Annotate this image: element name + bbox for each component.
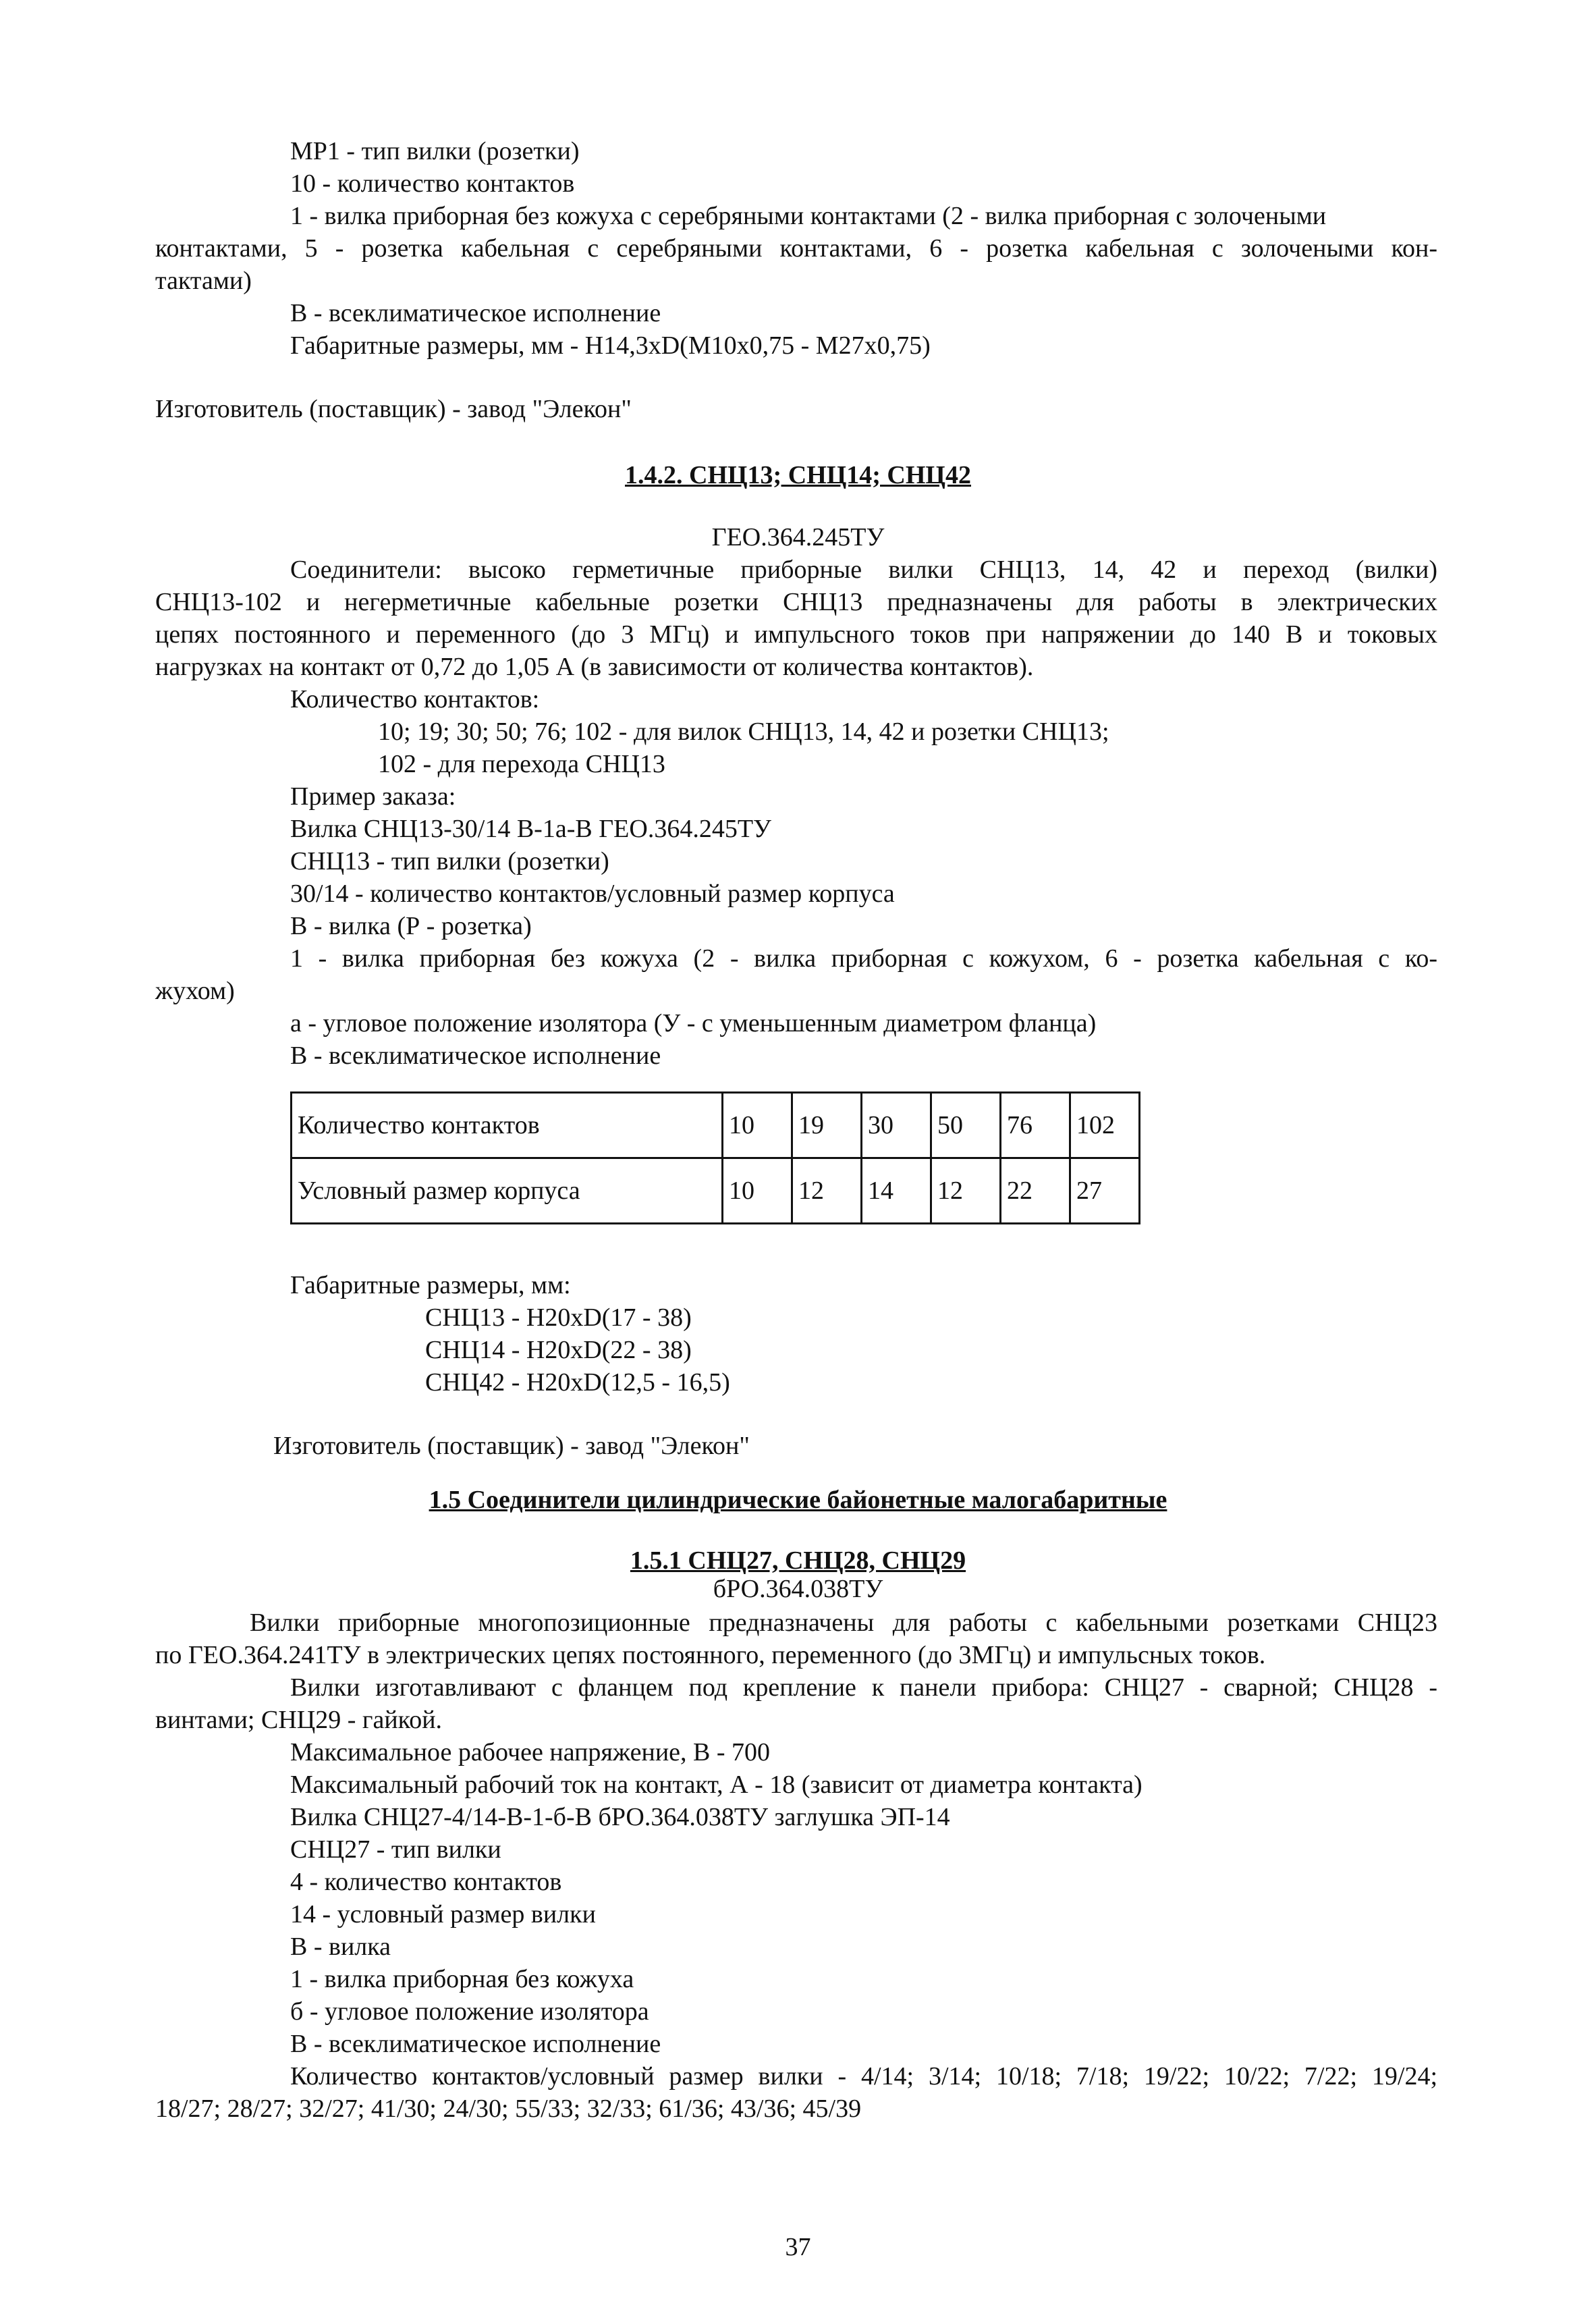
plug-kind: В - вилка	[290, 1933, 391, 1961]
table-cell: 30	[862, 1093, 931, 1158]
plug-contacts: 4 - количество контактов	[290, 1868, 562, 1896]
plug-size: 14 - условный размер вилки	[290, 1900, 596, 1928]
order-type: СНЦ13 - тип вилки (розетки)	[290, 847, 609, 875]
table-cell: 12	[792, 1158, 862, 1224]
order-example-label: Пример заказа:	[290, 782, 456, 811]
order-code: Вилка СНЦ13-30/14 В-1а-В ГЕО.364.245ТУ	[290, 815, 771, 843]
contacts-values-2: 102 - для перехода СНЦ13	[378, 750, 665, 778]
plug-type-line: МР1 - тип вилки (розетки)	[290, 137, 580, 165]
order-plug-socket: В - вилка (Р - розетка)	[290, 912, 532, 940]
dimensions-snc13: СНЦ13 - Н20хD(17 - 38)	[425, 1303, 692, 1332]
section-1-4-2-para-line-1: Соединители: высоко герметичные приборные вилки СНЦ13, 14, 42 и переход (вилки)	[290, 556, 1437, 584]
order-variant: 1 - вилка приборная без кожуха (2 - вилка приборная с кожухом, 6 - розетка кабельная с ко-	[290, 944, 1437, 973]
table-row	[292, 1158, 1140, 1224]
section-1-5-1-standard: бРО.364.038ТУ	[713, 1575, 883, 1603]
plug-contacts-sizes: Количество контактов/условный размер вилки - 4/14; 3/14; 10/18; 7/18; 19/22; 10/22; 7/22; 19/24;	[290, 2062, 1437, 2090]
manufacturer-line: Изготовитель (поставщик) - завод "Элекон"	[155, 395, 632, 423]
plug-climate: В - всеклиматическое исполнение	[290, 2030, 661, 2058]
table-row-label: Количество контактов	[292, 1093, 723, 1158]
page-number: 37	[785, 2233, 811, 2261]
table-cell: 102	[1070, 1093, 1140, 1158]
order-variant-cont: жухом)	[155, 977, 235, 1005]
contacts-size-table	[290, 1091, 1140, 1224]
section-1-4-2-para-line-4: нагрузках на контакт от 0,72 до 1,05 А (в зависимости от количества контактов).	[155, 653, 1034, 681]
table-cell: 22	[1001, 1158, 1070, 1224]
table-cell: 14	[862, 1158, 931, 1224]
plug-no-cover: 1 - вилка приборная без кожуха	[290, 1965, 634, 1993]
max-voltage: Максимальное рабочее напряжение, В - 700	[290, 1738, 771, 1766]
section-1-5-1-para-line-2: по ГЕО.364.241ТУ в электрических цепях постоянного, переменного (до 3МГц) и импульсных токов.	[155, 1641, 1266, 1669]
contacts-values-1: 10; 19; 30; 50; 76; 102 - для вилок СНЦ13, 14, 42 и розетки СНЦ13;	[378, 718, 1109, 746]
section-1-5-1-heading: 1.5.1 СНЦ27, СНЦ28, СНЦ29	[630, 1546, 966, 1575]
max-current: Максимальный рабочий ток на контакт, А - 18 (зависит от диаметра контакта)	[290, 1771, 1143, 1799]
plug-insulator: б - угловое положение изолятора	[290, 1997, 649, 2026]
manufacturer-line-2: Изготовитель (поставщик) - завод "Элекон"	[273, 1432, 750, 1460]
section-1-5-1-para-line-1: Вилки приборные многопозиционные предназначены для работы с кабельными розетками СНЦ23	[250, 1609, 1437, 1637]
table-row-label: Условный размер корпуса	[292, 1158, 723, 1224]
plug-contacts-sizes-cont: 18/27; 28/27; 32/27; 41/30; 24/30; 55/33; 32/33; 61/36; 43/36; 45/39	[155, 2095, 862, 2123]
contacts-label: Количество контактов:	[290, 685, 540, 713]
table-cell: 19	[792, 1093, 862, 1158]
plug-variant-line-end: тактами)	[155, 267, 252, 295]
section-1-5-1-para-line-3: Вилки изготавливают с фланцем под крепление к панели прибора: СНЦ27 - сварной; СНЦ28 -	[290, 1673, 1437, 1702]
contacts-count-line: 10 - количество контактов	[290, 169, 575, 198]
table-cell: 10	[723, 1158, 792, 1224]
dimensions-snc14: СНЦ14 - Н20хD(22 - 38)	[425, 1336, 692, 1364]
table-cell: 27	[1070, 1158, 1140, 1224]
section-1-4-2-heading: 1.4.2. СНЦ13; СНЦ14; СНЦ42	[625, 461, 971, 489]
plug-variant-line: 1 - вилка приборная без кожуха с серебряными контактами (2 - вилка приборная с золочеными	[290, 202, 1327, 230]
order-insulator: а - угловое положение изолятора (У - с уменьшенным диаметром фланца)	[290, 1009, 1097, 1037]
dimensions-label: Габаритные размеры, мм:	[290, 1271, 571, 1299]
table-cell: 12	[931, 1158, 1001, 1224]
section-1-4-2-para-line-3: цепях постоянного и переменного (до 3 МГц) и импульсного токов при напряжении до 140 В и токовых	[155, 620, 1437, 649]
dimensions-snc42: СНЦ42 - Н20хD(12,5 - 16,5)	[425, 1368, 730, 1397]
table-row	[292, 1093, 1140, 1158]
table-cell: 10	[723, 1093, 792, 1158]
plug-order-code: Вилка СНЦ27-4/14-В-1-б-В бРО.364.038ТУ заглушка ЭП-14	[290, 1803, 950, 1831]
plug-type: СНЦ27 - тип вилки	[290, 1835, 501, 1864]
section-1-5-heading: 1.5 Соединители цилиндрические байонетные малогабаритные	[429, 1486, 1167, 1514]
order-contacts-size: 30/14 - количество контактов/условный размер корпуса	[290, 880, 895, 908]
plug-variant-line-cont: контактами, 5 - розетка кабельная с серебряными контактами, 6 - розетка кабельная с золочеными кон-	[155, 234, 1437, 263]
section-1-5-1-para-line-4: винтами; СНЦ29 - гайкой.	[155, 1706, 443, 1734]
dimensions-line: Габаритные размеры, мм - Н14,3хD(М10х0,75 - М27х0,75)	[290, 331, 931, 360]
order-climate: В - всеклиматическое исполнение	[290, 1042, 661, 1070]
table-cell: 50	[931, 1093, 1001, 1158]
section-1-4-2-para-line-2: СНЦ13-102 и негерметичные кабельные розетки СНЦ13 предназначены для работы в электрических	[155, 588, 1437, 616]
climate-line: В - всеклиматическое исполнение	[290, 299, 661, 327]
section-1-4-2-standard: ГЕО.364.245ТУ	[711, 523, 885, 551]
table-cell: 76	[1001, 1093, 1070, 1158]
